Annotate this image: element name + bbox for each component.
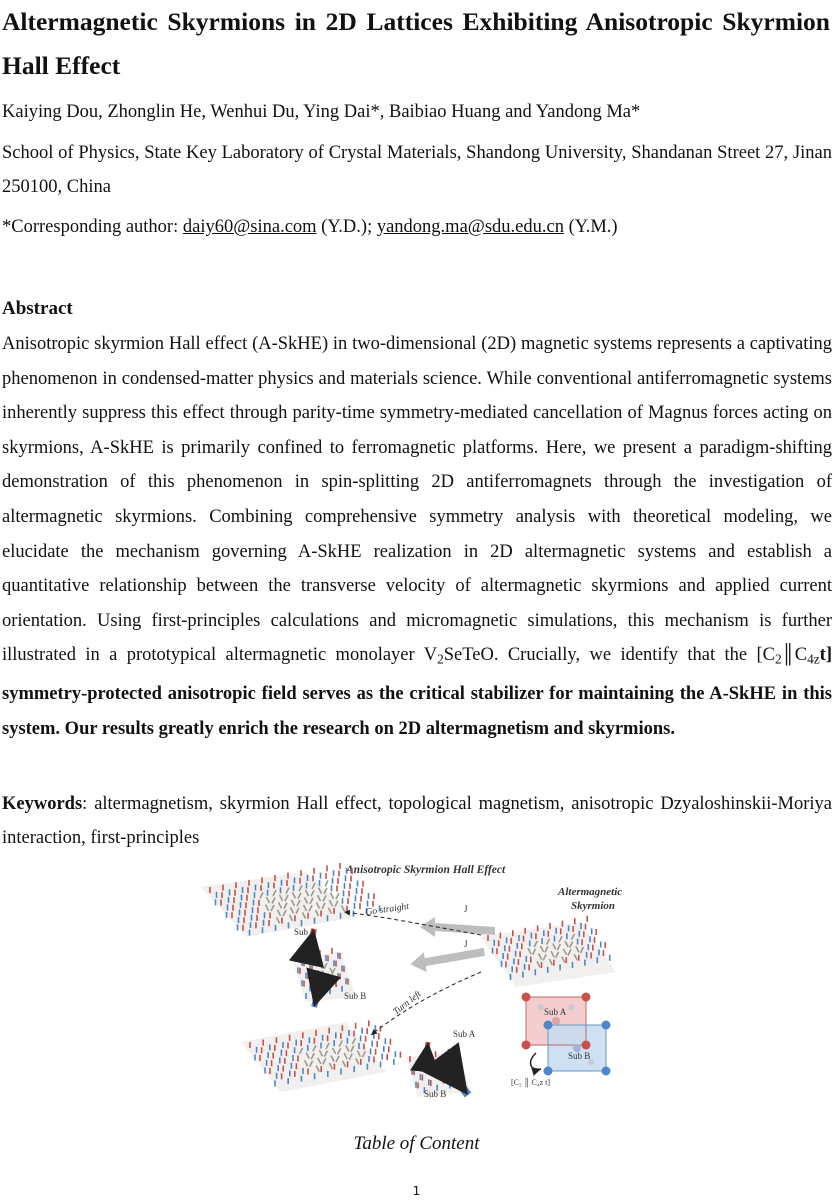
figure-title: Anisotropic Skyrmion Hall Effect — [346, 864, 506, 876]
spin-arrow — [325, 880, 328, 886]
abstract-body: Anisotropic skyrmion Hall effect (A-SkHE) in two-dimensional (2D) magnetic systems represents a captivating phenomenon in condensed-matter physics and materials science. While conventional antiferromagnetic systems inherently suppress this effect through parity-time symmetry-mediated cancellation of Magnus forces acting on skyrmions, A-SkHE is primarily confined to ferromagnetic platforms. Here, we present a paradigm-shifting demonstration of this phenomenon in spin-splitting 2D antiferromagnets through the investigation of altermagnetic skyrmions. Combining comprehensive symmetry analysis with theoretical modeling, we elucidate the mechanism governing A-SkHE realization in 2D altermagnetic systems and establish a quantitative relationship between the transverse velocity of altermagnetic skyrmions and applied current orientation. Using first-principles calculations and micromagnetic simulations, this mechanism is further illustrated in a prototypical altermagnetic monolayer $V_2SeTeO$. Crucially, we identify that the $[C_2║C_{4z}t]$ symmetry-protected anisotropic field serves as the critical stabilizer for maintaining the A-SkHE in this system. Our results greatly enrich the research on 2D altermagnetism and skyrmions. — [2, 334, 832, 739]
skyrmion-lattice-top-left — [201, 863, 380, 937]
skyrmion-lattice-right — [481, 916, 616, 987]
email-link-1[interactable]: daiy60@sina.com — [182, 217, 317, 237]
toc-figure — [196, 857, 646, 1119]
unit-cell-diagram — [511, 993, 611, 1089]
unit-cell-sub-b: Sub B — [568, 1051, 591, 1061]
email-link-2[interactable]: yandong.ma@sdu.edu.cn — [376, 217, 564, 237]
sub-a-arrow-lower — [426, 1042, 428, 1062]
sub-a-label-upper: Sub A — [294, 927, 317, 937]
sub-b-label-lower: Sub B — [424, 1089, 447, 1099]
current-arrow-upper — [420, 917, 495, 937]
paper-title: Altermagnetic Skyrmions in 2D Lattices Exhibiting Anisotropic Skyrmion Hall Effect — [2, 7, 830, 80]
go-straight-label: Go straight — [365, 902, 410, 918]
current-arrow-lower — [409, 944, 486, 974]
spin-arrow — [336, 893, 339, 899]
figure-caption: Table of Content — [353, 1133, 480, 1154]
keywords — [2, 787, 832, 855]
affiliation: School of Physics, State Key Laboratory of Crystal Materials, Shandong University, Shandanan Street 27, Jinan 250100, China — [2, 143, 832, 197]
current-label-2: J — [464, 939, 468, 949]
turn-left-path — [371, 972, 481, 1035]
sub-a-label-lower: Sub A — [453, 1029, 476, 1039]
keywords-label: Keywords — [2, 794, 83, 814]
author-list: Kaiying Dou, Zhonglin He, Wenhui Du, Ying Dai*, Baibiao Huang and Yandong Ma* — [2, 102, 641, 122]
corresponding-author: *Corresponding author: daiy60@sina.com (Y.D.); yandong.ma@sdu.edu.cn (Y.M.) — [2, 217, 618, 237]
abstract-heading: Abstract — [2, 298, 73, 319]
unit-cell-sub-a: Sub A — [544, 1007, 567, 1017]
page-number: 1 — [412, 1184, 421, 1198]
label-skyrmion: Skyrmion — [571, 900, 616, 912]
turn-left-label: Turn left — [391, 989, 424, 1018]
sub-b-label-upper: Sub B — [344, 991, 367, 1001]
keywords-text: : altermagnetism, skyrmion Hall effect, topological magnetism, anisotropic Dzyaloshinskii-Moriya interaction, first-principles — [2, 794, 832, 848]
symmetry-operator: [C₂ ║ C₄z t] — [511, 1078, 551, 1087]
label-altermagnetic: Altermagnetic — [558, 886, 623, 898]
current-label-1: J — [464, 904, 468, 914]
